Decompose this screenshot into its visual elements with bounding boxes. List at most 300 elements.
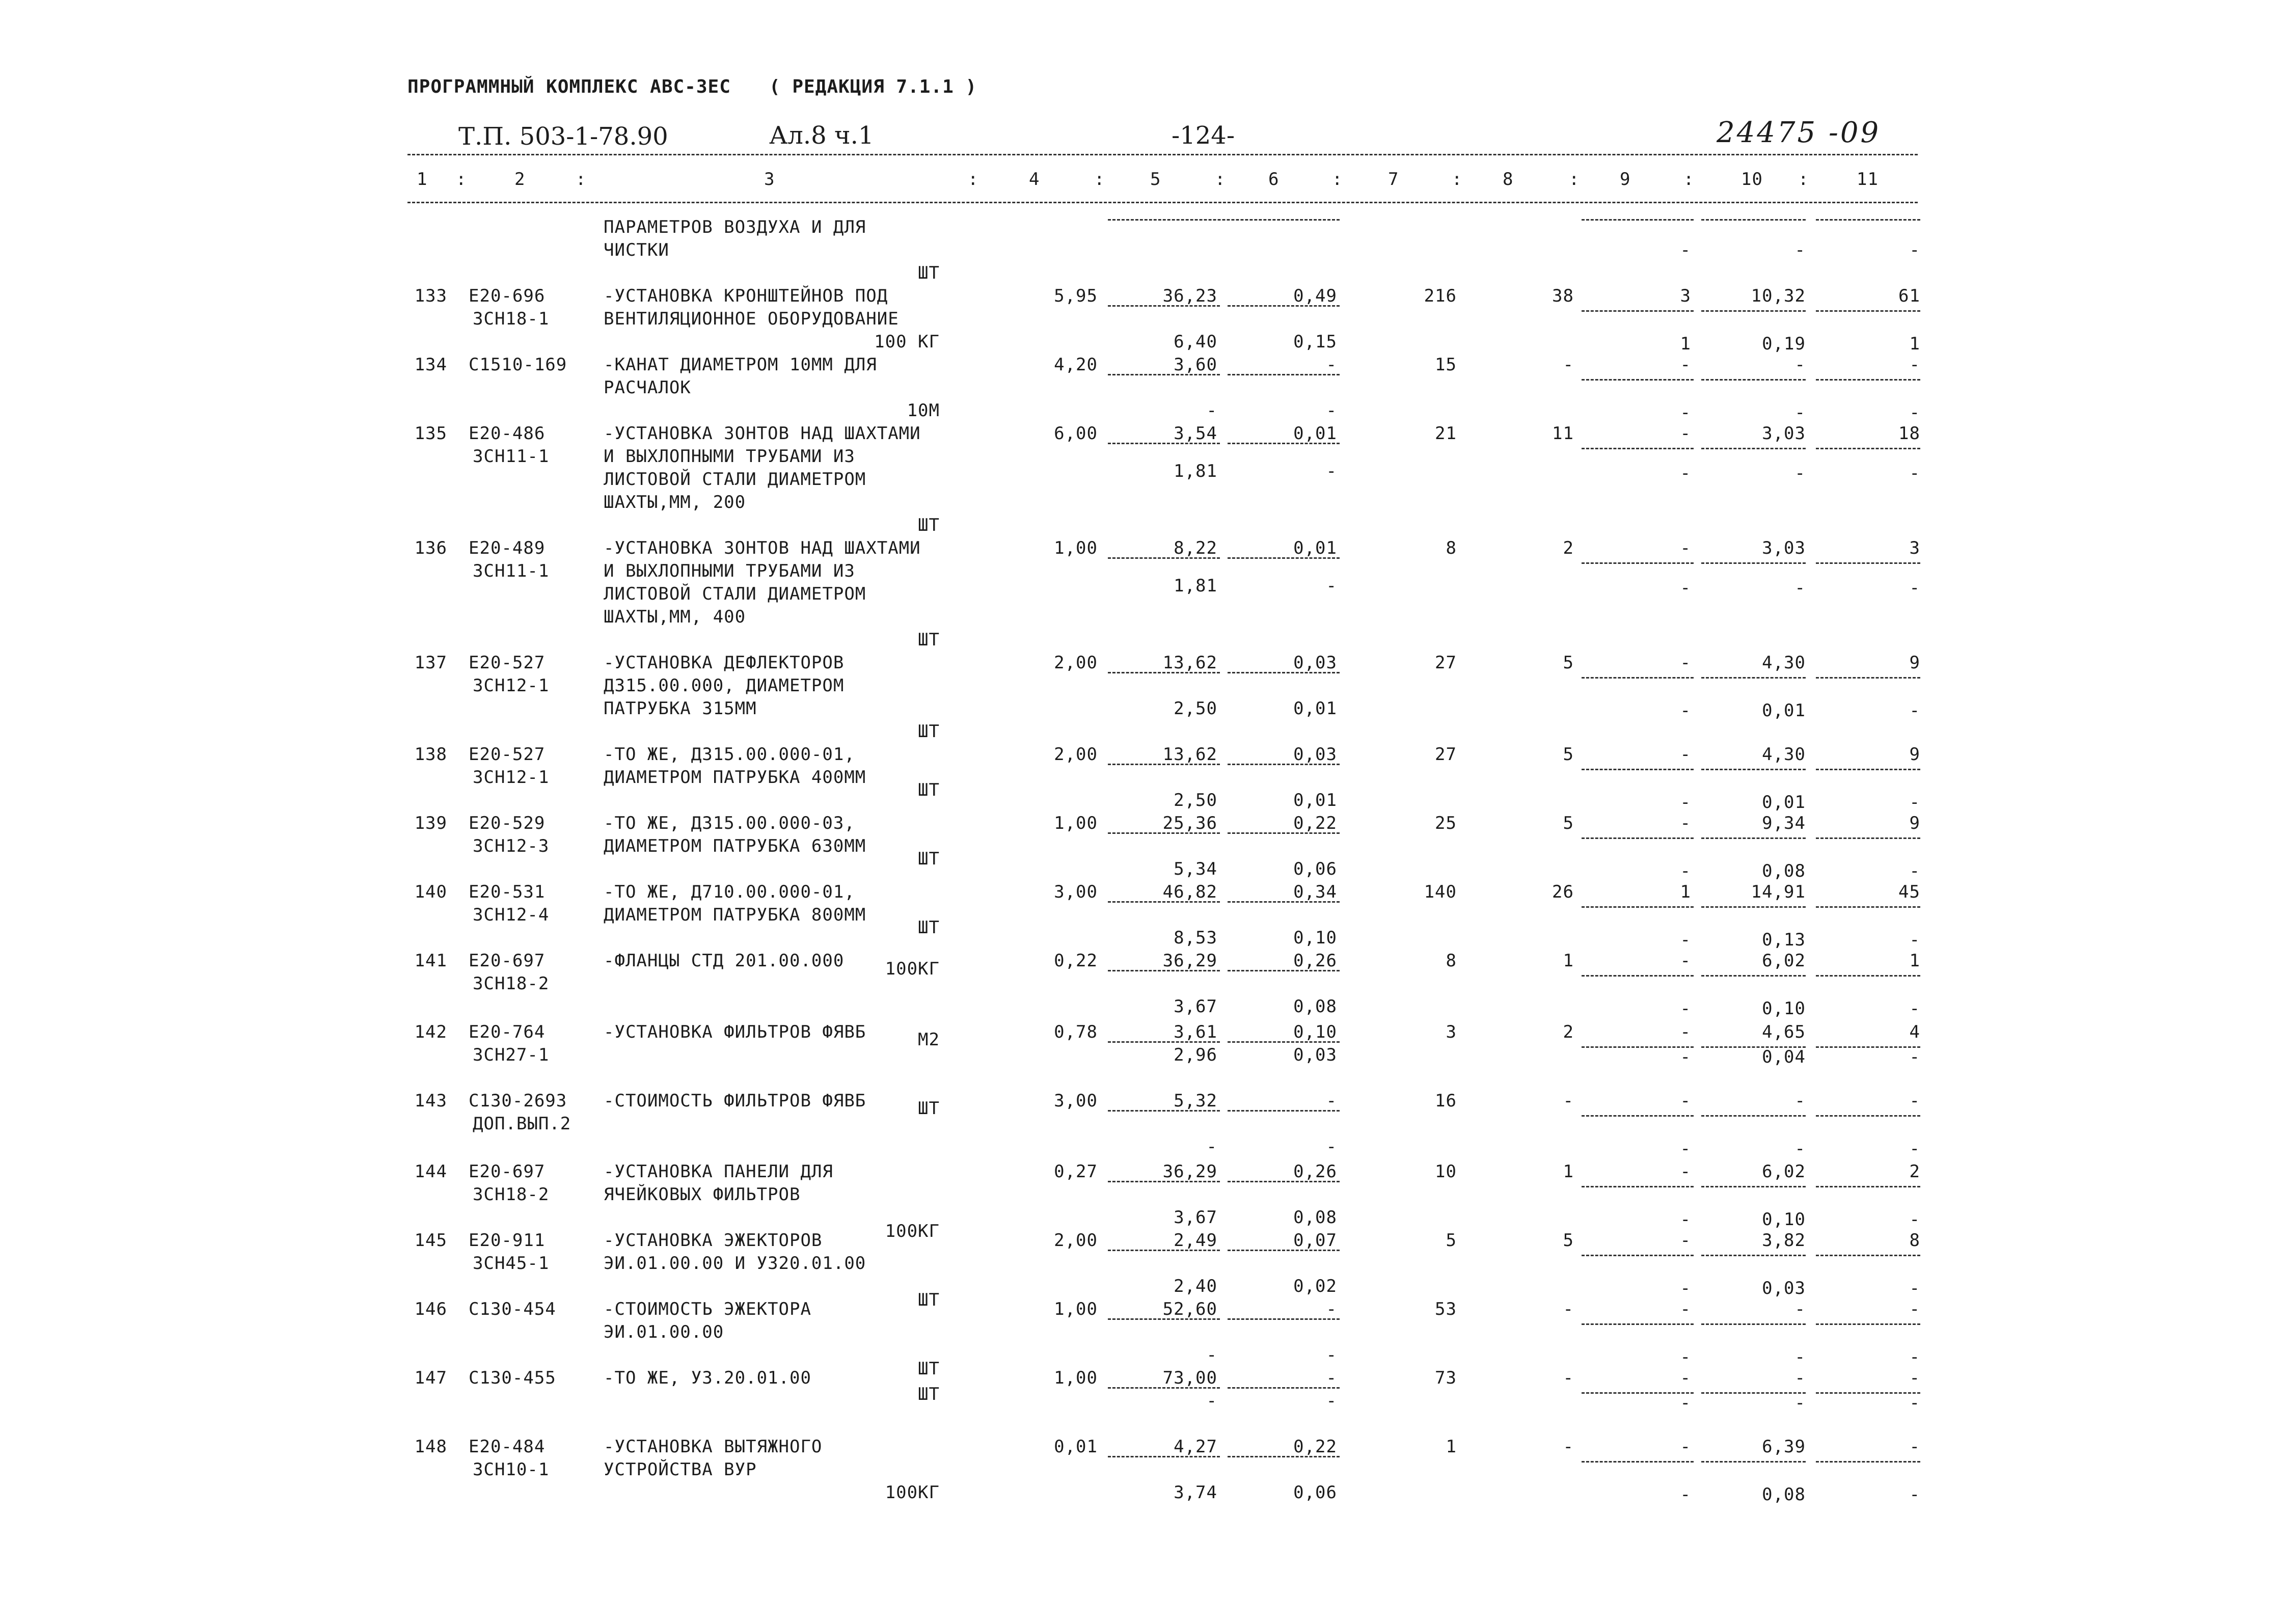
row-code: Е20-486 — [469, 423, 546, 444]
row-sub-col10: - — [1794, 402, 1806, 423]
row-value-c9: 3 — [1680, 286, 1691, 306]
row-sub-col11: - — [1909, 1278, 1920, 1298]
row-sub-col5: 3,74 — [1174, 1482, 1217, 1503]
row-rule — [1701, 906, 1806, 908]
row-sub-col9: - — [1680, 1046, 1691, 1067]
row-rule — [1816, 677, 1920, 679]
row-value-c11: 18 — [1898, 423, 1920, 444]
row-rule — [1701, 1323, 1806, 1325]
row-code-secondary: ЗСН18-2 — [473, 1184, 550, 1205]
row-rule — [1228, 1387, 1340, 1389]
row-value-c6: - — [1326, 1299, 1337, 1319]
row-rule — [1701, 769, 1806, 770]
row-sub-col11: - — [1909, 578, 1920, 599]
row-value-c10: - — [1794, 1299, 1806, 1319]
row-description-line: ЧИСТКИ — [604, 240, 669, 260]
row-rule — [1228, 305, 1340, 307]
row-value-c6: 0,26 — [1293, 951, 1337, 971]
row-value-c9: - — [1680, 1368, 1691, 1388]
row-code-secondary: ЗСН45-1 — [473, 1253, 550, 1274]
row-rule — [1582, 379, 1694, 381]
row-sub-col10: - — [1794, 578, 1806, 599]
row-value-c4: 1,00 — [1054, 1368, 1098, 1388]
row-sub-col11: 1 — [1909, 334, 1920, 354]
row-sub-col5: - — [1206, 1391, 1217, 1411]
row-value-c8: - — [1563, 1437, 1574, 1457]
row-value-c5: 36,23 — [1162, 286, 1217, 306]
row-sub-col10: 0,08 — [1762, 861, 1806, 881]
row-unit: М2 — [918, 1030, 940, 1050]
row-value-c10: 10,32 — [1751, 286, 1806, 306]
row-number: 148 — [414, 1437, 447, 1457]
row-value-c7: 10 — [1435, 1161, 1457, 1182]
header-rule-bottom — [407, 202, 1918, 203]
row-value-c6: 0,49 — [1293, 286, 1337, 306]
row-unit: ШТ — [918, 1098, 940, 1119]
row-rule — [1108, 305, 1220, 307]
row-rule — [1816, 310, 1920, 312]
row-description-line: -УСТАНОВКА ДЕФЛЕКТОРОВ — [604, 653, 845, 673]
column-number: 3 — [764, 169, 775, 190]
row-rule — [1582, 1115, 1694, 1117]
row-description-line: ДИАМЕТРОМ ПАТРУБКА 630ММ — [604, 836, 866, 856]
row-unit: ШТ — [918, 1290, 940, 1310]
row-rule — [1816, 1255, 1920, 1256]
row-code: Е20-697 — [469, 1161, 546, 1182]
row-rule — [1108, 1110, 1220, 1112]
row-sub-col9: - — [1680, 402, 1691, 423]
row-sub-col11: - — [1909, 463, 1920, 484]
row-unit: ШТ — [918, 917, 940, 938]
row-value-c7: 53 — [1435, 1299, 1457, 1319]
row-sub-col10: - — [1794, 1138, 1806, 1159]
row-rule — [1228, 672, 1340, 673]
column-separator: : — [576, 169, 587, 190]
row-rule — [1582, 310, 1694, 312]
column-separator: : — [456, 169, 467, 190]
row-sub-col9: - — [1680, 1278, 1691, 1298]
column-number: 4 — [1029, 169, 1040, 190]
row-value-c8: 5 — [1563, 813, 1574, 833]
row-code: С130-2693 — [469, 1090, 567, 1111]
row-description-line: ДИАМЕТРОМ ПАТРУБКА 400ММ — [604, 767, 866, 788]
row-sub-col10: 0,10 — [1762, 998, 1806, 1019]
row-value-c11: 3 — [1909, 538, 1920, 558]
row-sub-col5: 2,50 — [1174, 698, 1217, 719]
row-rule — [1108, 970, 1220, 971]
row-value-c11: 1 — [1909, 951, 1920, 971]
row-value-c4: 1,00 — [1054, 813, 1098, 833]
row-number: 138 — [414, 744, 447, 765]
row-value-c5: 5,32 — [1174, 1090, 1217, 1111]
row-value-c5: 36,29 — [1162, 1161, 1217, 1182]
row-rule — [1816, 906, 1920, 908]
row-code: Е20-697 — [469, 951, 546, 971]
row-description-line: -СТОИМОСТЬ ЭЖЕКТОРА — [604, 1299, 811, 1319]
row-rule — [1108, 1318, 1220, 1320]
row-rule — [1582, 1323, 1694, 1325]
row-sub-col10: 0,13 — [1762, 930, 1806, 950]
row-rule — [1582, 837, 1694, 839]
row-unit: ШТ — [918, 630, 940, 650]
row-value-c5: 2,49 — [1174, 1230, 1217, 1251]
row-value-c8: - — [1563, 1368, 1574, 1388]
row-value-c9: - — [1680, 744, 1691, 765]
row-rule — [1582, 769, 1694, 770]
row-rule — [1816, 562, 1920, 564]
row-value-c4: 5,95 — [1054, 286, 1098, 306]
row-value-c8: 2 — [1563, 1021, 1574, 1042]
row-description-line: -УСТАНОВКА КРОНШТЕЙНОВ ПОД — [604, 286, 888, 306]
row-description-line: -ТО ЖЕ, Д315.00.000-03, — [604, 813, 855, 833]
row-sub-col10: 0,01 — [1762, 700, 1806, 721]
row-number: 137 — [414, 653, 447, 673]
row-sub-col10: 0,08 — [1762, 1484, 1806, 1505]
row-value-c5: 13,62 — [1162, 744, 1217, 765]
row-value-c11: - — [1909, 1437, 1920, 1457]
row-code: Е20-484 — [469, 1437, 546, 1457]
row-unit: 10М — [907, 400, 940, 421]
row-sub-col5: 8,53 — [1174, 928, 1217, 948]
row-code: Е20-531 — [469, 882, 546, 902]
row-code-secondary: ЗСН11-1 — [473, 561, 550, 581]
row-sub-col9: - — [1680, 463, 1691, 484]
row-sub-col5: 1,81 — [1174, 576, 1217, 597]
row-value-c4: 1,00 — [1054, 538, 1098, 558]
row-rule — [1701, 379, 1806, 381]
row-unit: ШТ — [918, 1384, 940, 1404]
row-description-line: И ВЫХЛОПНЫМИ ТРУБАМИ ИЗ — [604, 561, 855, 581]
row-value-c8: - — [1563, 355, 1574, 375]
row-value-c9: - — [1680, 951, 1691, 971]
row-description-line: ШАХТЫ,ММ, 200 — [604, 492, 746, 512]
row-sub-col6: 0,10 — [1293, 928, 1337, 948]
row-unit: ШТ — [918, 263, 940, 283]
row-value-c8: - — [1563, 1299, 1574, 1319]
row-code: Е20-911 — [469, 1230, 546, 1251]
row-rule — [1228, 901, 1340, 903]
row-value-c4: 1,00 — [1054, 1299, 1098, 1319]
row-value-c11: 9 — [1909, 653, 1920, 673]
row-value-c5: 36,29 — [1162, 951, 1217, 971]
row-rule — [1701, 975, 1806, 977]
row-sub-col10: - — [1794, 1393, 1806, 1413]
row-sub-col11: - — [1909, 861, 1920, 881]
row-unit: ШТ — [918, 779, 940, 800]
row-value-c4: 2,00 — [1054, 1230, 1098, 1251]
row-rule — [1816, 1115, 1920, 1117]
row-code-secondary: ЗСН18-1 — [473, 309, 550, 329]
row-description-line: -ТО ЖЕ, УЗ.20.01.00 — [604, 1368, 811, 1388]
row-description-line: ЛИСТОВОЙ СТАЛИ ДИАМЕТРОМ — [604, 584, 866, 604]
row-value-c6: 0,01 — [1293, 538, 1337, 558]
row-number: 146 — [414, 1299, 447, 1319]
row-value-c7: 8 — [1446, 538, 1457, 558]
row-rule — [1228, 1318, 1340, 1320]
row-rule — [1582, 1186, 1694, 1187]
row-value-c9: - — [1680, 538, 1691, 558]
pre-block-rule — [1108, 219, 1340, 221]
row-value-c8: 2 — [1563, 538, 1574, 558]
row-sub-col9: - — [1680, 700, 1691, 721]
row-rule — [1108, 557, 1220, 559]
row-value-c9: - — [1680, 653, 1691, 673]
row-number: 144 — [414, 1161, 447, 1182]
row-sub-col9: - — [1680, 1393, 1691, 1413]
row-rule — [1228, 1110, 1340, 1112]
row-value-c7: 1 — [1446, 1437, 1457, 1457]
row-code-secondary: ЗСН27-1 — [473, 1044, 550, 1065]
row-value-c11: 8 — [1909, 1230, 1920, 1251]
row-sub-col5: - — [1206, 400, 1217, 421]
column-separator: : — [1452, 169, 1463, 190]
row-value-c9: - — [1680, 813, 1691, 833]
row-value-c10: 6,39 — [1762, 1437, 1806, 1457]
row-value-c6: 0,01 — [1293, 423, 1337, 444]
row-value-c6: 0,34 — [1293, 882, 1337, 902]
row-value-c7: 27 — [1435, 653, 1457, 673]
row-sub-col9: 1 — [1680, 334, 1691, 354]
row-value-c4: 4,20 — [1054, 355, 1098, 375]
column-separator: : — [1094, 169, 1105, 190]
column-number: 10 — [1741, 169, 1763, 190]
row-sub-col5: - — [1206, 1136, 1217, 1157]
row-unit: 100КГ — [885, 1221, 940, 1241]
row-rule — [1108, 764, 1220, 765]
row-description-line: -ТО ЖЕ, Д315.00.000-01, — [604, 744, 855, 765]
row-rule — [1228, 1041, 1340, 1043]
pre-block-rule — [1701, 219, 1806, 221]
row-value-c10: 4,65 — [1762, 1021, 1806, 1042]
row-description-line: -СТОИМОСТЬ ФИЛЬТРОВ ФЯВБ — [604, 1090, 866, 1111]
row-sub-col11: - — [1909, 1138, 1920, 1159]
column-number: 8 — [1503, 169, 1514, 190]
row-code-secondary: ЗСН12-3 — [473, 836, 550, 856]
row-description-line: ДИАМЕТРОМ ПАТРУБКА 800ММ — [604, 905, 866, 925]
album-label: Ал.8 ч.1 — [769, 121, 874, 150]
row-rule — [1108, 374, 1220, 375]
row-code: С130-455 — [469, 1368, 556, 1388]
row-number: 143 — [414, 1090, 447, 1111]
row-code: Е20-764 — [469, 1021, 546, 1042]
row-code-secondary: ЗСН18-2 — [473, 973, 550, 994]
row-number: 145 — [414, 1230, 447, 1251]
row-value-c7: 16 — [1435, 1090, 1457, 1111]
row-value-c4: 6,00 — [1054, 423, 1098, 444]
column-number: 5 — [1150, 169, 1161, 190]
row-rule — [1108, 1041, 1220, 1043]
row-value-c7: 27 — [1435, 744, 1457, 765]
row-sub-col6: - — [1326, 1345, 1337, 1365]
row-sub-col9: - — [1680, 930, 1691, 950]
row-rule — [1582, 1461, 1694, 1463]
row-rule — [1701, 310, 1806, 312]
row-code-secondary: ЗСН10-1 — [473, 1459, 550, 1480]
row-unit: 100КГ — [885, 958, 940, 979]
row-unit: 100КГ — [885, 1482, 940, 1503]
row-sub-col11: - — [1909, 930, 1920, 950]
row-value-c6: 0,22 — [1293, 1437, 1337, 1457]
row-value-c8: 26 — [1552, 882, 1574, 902]
row-rule — [1816, 448, 1920, 449]
column-number: 6 — [1268, 169, 1280, 190]
row-value-c6: - — [1326, 355, 1337, 375]
row-value-c5: 25,36 — [1162, 813, 1217, 833]
row-value-c10: - — [1794, 355, 1806, 375]
row-value-c10: - — [1794, 1090, 1806, 1111]
row-rule — [1228, 832, 1340, 834]
row-value-c10: - — [1794, 1368, 1806, 1388]
row-sub-col9: - — [1680, 1209, 1691, 1230]
row-sub-col6: 0,08 — [1293, 996, 1337, 1017]
row-description-line: РАСЧАЛОК — [604, 377, 691, 398]
row-value-c11: 2 — [1909, 1161, 1920, 1182]
row-sub-col9: - — [1680, 1347, 1691, 1367]
row-number: 142 — [414, 1021, 447, 1042]
row-value-c5: 3,60 — [1174, 355, 1217, 375]
row-sub-col5: - — [1206, 1345, 1217, 1365]
row-description-line: -УСТАНОВКА ЗОНТОВ НАД ШАХТАМИ — [604, 423, 921, 444]
row-rule — [1816, 1461, 1920, 1463]
row-value-c10: 4,30 — [1762, 744, 1806, 765]
row-rule — [1582, 975, 1694, 977]
project-number: Т.П. 503-1-78.90 — [458, 122, 668, 151]
row-sub-col10: 0,03 — [1762, 1278, 1806, 1298]
column-separator: : — [1215, 169, 1226, 190]
row-rule — [1108, 1387, 1220, 1389]
row-value-c11: 61 — [1898, 286, 1920, 306]
row-description-line: -ТО ЖЕ, Д710.00.000-01, — [604, 882, 855, 902]
row-value-c5: 4,27 — [1174, 1437, 1217, 1457]
row-code: С1510-169 — [469, 355, 567, 375]
row-sub-col11: - — [1909, 1347, 1920, 1367]
row-value-c9: - — [1680, 1299, 1691, 1319]
row-value-c7: 3 — [1446, 1021, 1457, 1042]
row-description-line: ЭИ.01.00.00 — [604, 1322, 724, 1342]
row-description-line: ВЕНТИЛЯЦИОННОЕ ОБОРУДОВАНИЕ — [604, 309, 899, 329]
row-rule — [1701, 1255, 1806, 1256]
row-description-line: -УСТАНОВКА ПАНЕЛИ ДЛЯ — [604, 1161, 833, 1182]
row-rule — [1582, 448, 1694, 449]
row-rule — [1701, 1115, 1806, 1117]
row-code-secondary: ЗСН12-1 — [473, 675, 550, 696]
row-sub-col9: - — [1680, 998, 1691, 1019]
row-number: 140 — [414, 882, 447, 902]
column-separator: : — [1683, 169, 1695, 190]
row-value-c7: 25 — [1435, 813, 1457, 833]
row-number: 147 — [414, 1368, 447, 1388]
row-value-c4: 2,00 — [1054, 653, 1098, 673]
column-number: 7 — [1388, 169, 1399, 190]
program-title: ПРОГРАММНЫЙ КОМПЛЕКС АВС-ЗЕС — [407, 76, 731, 97]
row-sub-col9: - — [1680, 1138, 1691, 1159]
row-value-c8: 38 — [1552, 286, 1574, 306]
row-value-c4: 2,00 — [1054, 744, 1098, 765]
row-sub-col6: 0,06 — [1293, 1482, 1337, 1503]
row-description-line: -УСТАНОВКА ВЫТЯЖНОГО — [604, 1437, 823, 1457]
row-value-c8: 1 — [1563, 1161, 1574, 1182]
row-rule — [1701, 1461, 1806, 1463]
row-sub-col5: 2,50 — [1174, 790, 1217, 810]
row-code-secondary: ЗСН12-4 — [473, 905, 550, 925]
row-description-line: УСТРОЙСТВА ВУР — [604, 1459, 757, 1480]
row-value-c7: 8 — [1446, 951, 1457, 971]
row-rule — [1108, 901, 1220, 903]
row-value-c7: 73 — [1435, 1368, 1457, 1388]
column-number: 9 — [1620, 169, 1631, 190]
row-code-secondary: ЗСН11-1 — [473, 446, 550, 467]
row-sub-col6: 0,06 — [1293, 859, 1337, 879]
row-number: 139 — [414, 813, 447, 833]
row-rule — [1701, 448, 1806, 449]
row-value-c7: 216 — [1424, 286, 1457, 306]
row-sub-col9: - — [1680, 578, 1691, 599]
row-rule — [1228, 1456, 1340, 1457]
row-value-c5: 52,60 — [1162, 1299, 1217, 1319]
row-value-c9: - — [1680, 1230, 1691, 1251]
row-rule — [1816, 379, 1920, 381]
row-rule — [1582, 906, 1694, 908]
row-value-c6: 0,10 — [1293, 1021, 1337, 1042]
row-code: Е20-489 — [469, 538, 546, 558]
row-value-c7: 15 — [1435, 355, 1457, 375]
row-value-c11: - — [1909, 355, 1920, 375]
row-sub-col10: 0,04 — [1762, 1046, 1806, 1067]
row-description-line: -УСТАНОВКА ЭЖЕКТОРОВ — [604, 1230, 823, 1251]
header-rule-top — [407, 154, 1918, 155]
row-description-line: ЯЧЕЙКОВЫХ ФИЛЬТРОВ — [604, 1184, 801, 1205]
row-code: Е20-527 — [469, 653, 546, 673]
row-rule — [1228, 1250, 1340, 1251]
row-description-line: ПАРАМЕТРОВ ВОЗДУХА И ДЛЯ — [604, 217, 866, 237]
column-number: 1 — [417, 169, 428, 190]
row-value-c9: - — [1680, 423, 1691, 444]
row-description-line: ШАХТЫ,ММ, 400 — [604, 607, 746, 627]
column-separator: : — [1332, 169, 1343, 190]
pre-block-rule — [1582, 219, 1694, 221]
row-sub-col6: 0,01 — [1293, 698, 1337, 719]
row-code: Е20-696 — [469, 286, 546, 306]
row-value-c5: 3,61 — [1174, 1021, 1217, 1042]
row-description-line: -КАНАТ ДИАМЕТРОМ 10ММ ДЛЯ — [604, 355, 877, 375]
row-value-c5: 8,22 — [1174, 538, 1217, 558]
row-rule — [1228, 557, 1340, 559]
column-number: 11 — [1857, 169, 1879, 190]
row-value-c8: - — [1563, 1090, 1574, 1111]
row-value-c10: 6,02 — [1762, 1161, 1806, 1182]
row-rule — [1582, 1255, 1694, 1256]
row-sub-col11: - — [1909, 1393, 1920, 1413]
row-value-c6: 0,22 — [1293, 813, 1337, 833]
row-value-c9: - — [1680, 1021, 1691, 1042]
row-value-c11: 9 — [1909, 744, 1920, 765]
row-value-c5: 46,82 — [1162, 882, 1217, 902]
row-value-c8: 1 — [1563, 951, 1574, 971]
row-sub-col6: 0,02 — [1293, 1276, 1337, 1296]
row-rule — [1701, 677, 1806, 679]
row-sub-col5: 3,67 — [1174, 1207, 1217, 1228]
row-sub-col5: 3,67 — [1174, 996, 1217, 1017]
row-sub-col5: 6,40 — [1174, 332, 1217, 352]
row-sub-col6: - — [1326, 461, 1337, 482]
row-value-c6: - — [1326, 1368, 1337, 1388]
row-number: 135 — [414, 423, 447, 444]
row-value-c7: 21 — [1435, 423, 1457, 444]
row-sub-col5: 2,40 — [1174, 1276, 1217, 1296]
row-code: Е20-527 — [469, 744, 546, 765]
row-value-c4: 0,78 — [1054, 1021, 1098, 1042]
row-value-c6: 0,26 — [1293, 1161, 1337, 1182]
